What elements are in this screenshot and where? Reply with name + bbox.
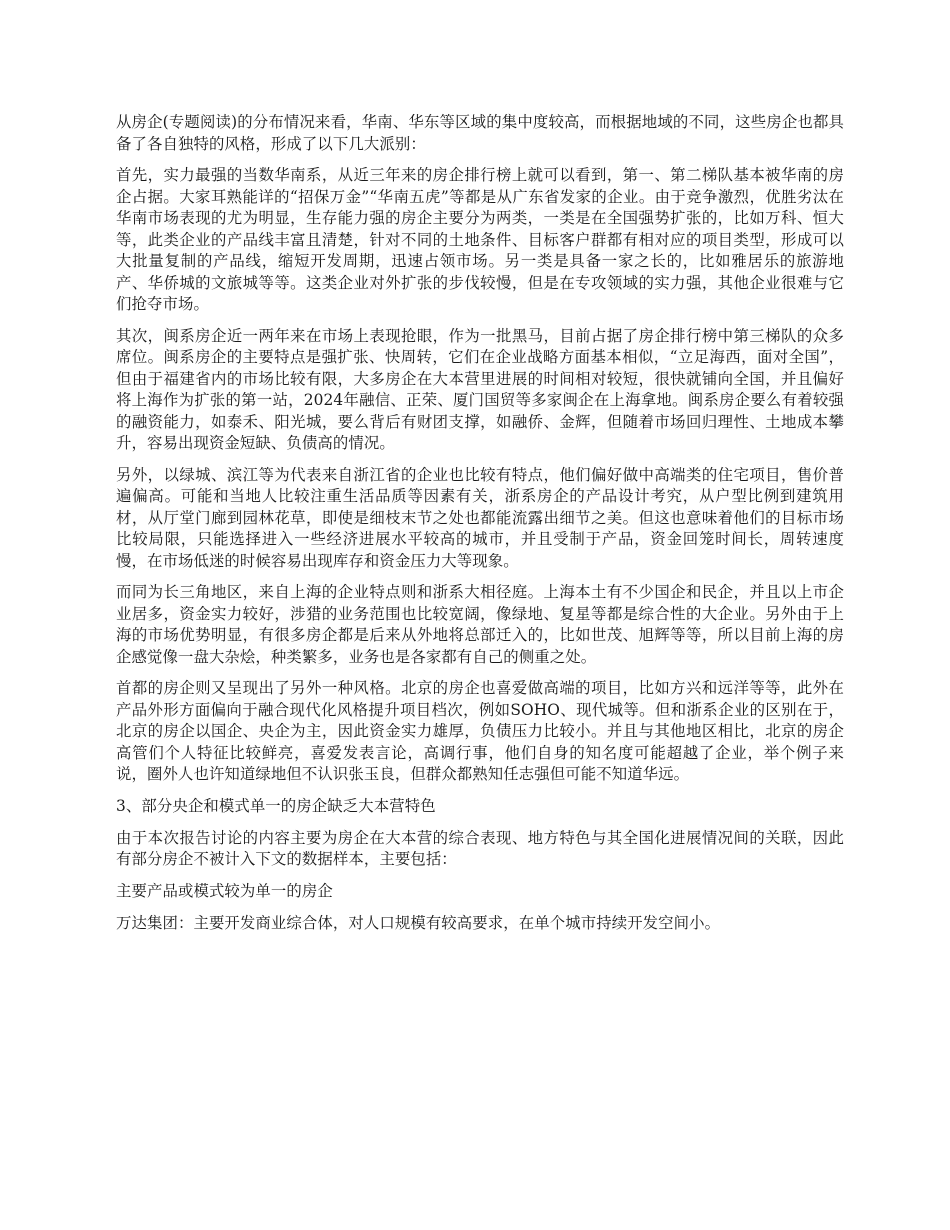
paragraph-beijing: 首都的房企则又呈现出了另外一种风格。北京的房企也喜爱做高端的项目，比如方兴和远洋等等，此外在产品外形方面偏向于融合现代化风格提升项目档次，例如SOHO、现代城等。但和浙系企业的区别在于，北京的房企以国企、央企为主，因此资金实力雄厚，负债压力比较小。并且与其他地区相比，北京的房企高管们个人特征比较鲜亮，喜爱发表言论，高调行事，他们自身的知名度可能超越了企业，举个例子来说，圈外人也许知道绿地但不认识张玉良，但群众都熟知任志强但可能不知道华远。 bbox=[116, 679, 844, 783]
paragraph-wanda: 万达集团：主要开发商业综合体，对人口规模有较高要求，在单个城市持续开发空间小。 bbox=[116, 913, 721, 932]
paragraph-shanghai: 而同为长三角地区，来自上海的企业特点则和浙系大相径庭。上海本土有不少国企和民企，并且以上市企业居多，资金实力较好，涉猎的业务范围也比较宽阔，像绿地、复星等都是综合性的大企业。另外由于上海的市场优势明显，有很多房企都是后来从外地将总部迁入的，比如世茂、旭辉等等，所以目前上海的房企感觉像一盘大杂烩，种类繁多，业务也是各家都有自己的侧重之处。 bbox=[116, 583, 844, 666]
paragraph-huanan: 首先，实力最强的当数华南系，从近三年来的房企排行榜上就可以看到，第一、第二梯队基本被华南的房企占据。大家耳熟能详的“招保万金”“华南五虎”等都是从广东省发家的企业。由于竞争激烈，优胜劣汰在华南市场表现的尤为明显，生存能力强的房企主要分为两类，一类是在全国强势扩张的，比如万科、恒大等，此类企业的产品线丰富且清楚，针对不同的土地条件、目标客户群都有相对应的项目类型，形成可以大批量复制的产品线，缩短开发周期，迅速占领市场。另一类是具备一家之长的，比如雅居乐的旅游地产、华侨城的文旅城等等。这类企业对外扩张的步伐较慢，但是在专攻领域的实力强，其他企业很难与它们抢夺市场。 bbox=[116, 166, 844, 313]
paragraph-report-scope: 由于本次报告讨论的内容主要为房企在大本营的综合表现、地方特色与其全国化进展情况间的关联，因此有部分房企不被计入下文的数据样本，主要包括： bbox=[116, 828, 844, 868]
paragraph-zhexi: 另外，以绿城、滨江等为代表来自浙江省的企业也比较有特点，他们偏好做中高端类的住宅项目，售价普遍偏高。可能和当地人比较注重生活品质等因素有关，浙系房企的产品设计考究，从户型比例到建筑用材，从厅堂门廊到园林花草，即使是细枝末节之处也都能流露出细节之美。但这也意味着他们的目标市场比较局限，只能选择进入一些经济进展水平较高的城市，并且受制于产品，资金回笼时间长，周转速度慢，在市场低迷的时候容易出现库存和资金压力大等现象。 bbox=[116, 465, 844, 570]
paragraph-minxi: 其次，闽系房企近一两年来在市场上表现抢眼，作为一批黑马，目前占据了房企排行榜中第三梯队的众多席位。闽系房企的主要特点是强扩张、快周转，它们在企业战略方面基本相似，“立足海西，面对全国”，但由于福建省内的市场比较有限，大多房企在大本营里进展的时间相对较短，很快就铺向全国，并且偏好将上海作为扩张的第一站，2024年融信、正荣、厦门国贸等多家闽企在上海拿地。闽系房企要么有着较强的融资能力，如泰禾、阳光城，要么背后有财团支撑，如融侨、金辉，但随着市场回归理性、土地成本攀升，容易出现资金短缺、负债高的情况。 bbox=[116, 326, 844, 452]
document-body bbox=[116, 112, 844, 945]
paragraph-intro: 从房企(专题阅读)的分布情况来看，华南、华东等区域的集中度较高，而根据地域的不同，这些房企也都具备了各自独特的风格，形成了以下几大派别： bbox=[116, 113, 844, 153]
paragraph-subheading: 主要产品或模式较为单一的房企 bbox=[116, 881, 333, 900]
section-heading: 3、部分央企和模式单一的房企缺乏大本营特色 bbox=[116, 796, 436, 815]
